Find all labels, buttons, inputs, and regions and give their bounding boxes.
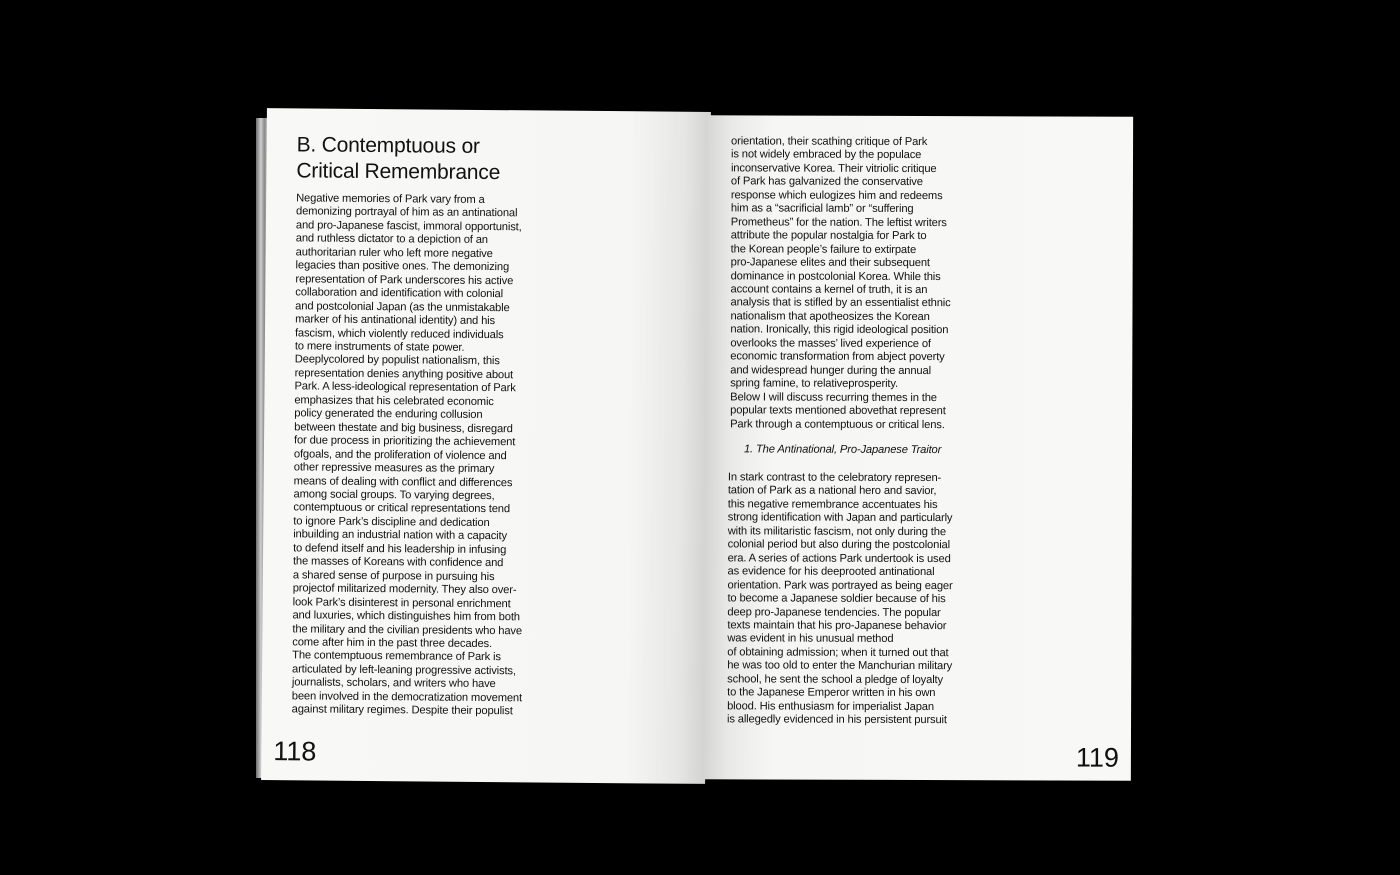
- text-line: means of dealing with conflict and differences: [293, 474, 513, 489]
- text-line: to defend itself and his leadership in infusing: [293, 542, 507, 556]
- text-line: The contemptuous remembrance of Park is: [292, 649, 501, 664]
- text-line: Deeplycolored by populist nationalism, this: [294, 353, 500, 368]
- text-line: and postcolonial Japan (as the unmistakable: [295, 299, 510, 314]
- text-line: collaboration and identification with colonial: [295, 286, 504, 301]
- left-body-text: [292, 192, 527, 719]
- text-line: representation denies anything positive about: [294, 367, 514, 382]
- text-line: emphasizes that his celebrated economic: [294, 394, 494, 408]
- text-line: to mere instruments of state power.: [294, 340, 465, 354]
- text-line: legacies than positive ones. The demonizing: [295, 259, 510, 274]
- text-line: and luxuries, which distinguishes him from both: [292, 609, 520, 624]
- text-line: other repressive measures as the primary: [293, 461, 495, 476]
- text-line: pro-Japanese elites and their subsequent: [730, 256, 930, 270]
- text-line: contemptuous or critical representations tend: [293, 501, 510, 516]
- text-line: was evident in his unusual method: [727, 632, 894, 646]
- text-line: Park through a contemptuous or critical lens.: [730, 417, 945, 431]
- text-line: colonial period but also during the postcolonial: [727, 538, 950, 552]
- text-line: journalists, scholars, and writers who have: [291, 676, 496, 691]
- page-number-right: 119: [1075, 742, 1119, 773]
- text-line: marker of his antinational identity) and his: [295, 313, 496, 328]
- text-line: the military and the civilian presidents who have: [292, 622, 523, 637]
- text-line: Prometheus” for the nation. The leftist writers: [730, 216, 947, 229]
- text-line: texts maintain that his pro-Japanese behavior: [727, 619, 947, 633]
- text-line: he was too old to enter the Manchurian military: [727, 659, 953, 673]
- text-line: orientation, their scathing critique of Park: [731, 135, 928, 149]
- text-line: tation of Park as a national hero and savior,: [727, 484, 937, 498]
- text-line: and widespread hunger during the annual: [730, 364, 931, 377]
- text-line: policy generated the enduring collusion: [294, 407, 483, 422]
- text-line: him as a “sacrificial lamb” or “suffering: [730, 202, 914, 216]
- text-line: to the Japanese Emperor written in his own: [727, 686, 936, 700]
- text-line: and pro-Japanese fascist, immoral opportunist,: [295, 219, 522, 234]
- text-line: to become a Japanese soldier because of his: [727, 592, 946, 606]
- text-line: articulated by left-leaning progressive activists,: [291, 663, 516, 678]
- text-line: a shared sense of purpose in pursuing his: [292, 569, 495, 583]
- text-line: school, he sent the school a pledge of loyalty: [727, 673, 943, 686]
- text-line: to ignore Park’s discipline and dedication: [293, 515, 490, 529]
- text-line: demonizing portrayal of him as an antinational: [295, 205, 518, 220]
- text-line: as evidence for his deeprooted antinational: [727, 565, 935, 579]
- text-line: representation of Park underscores his active: [295, 273, 514, 287]
- text-line: of Park has galvanized the conservative: [730, 175, 923, 189]
- text-line: In stark contrast to the celebratory represen-: [727, 471, 942, 485]
- heading-line: Critical Remembrance: [296, 159, 501, 185]
- text-line: come after him in the past three decades.: [292, 636, 493, 651]
- page-number-left: 118: [273, 736, 317, 767]
- text-line: the Korean people’s failure to extirpate: [730, 242, 917, 256]
- text-line: between thestate and big business, disregard: [294, 421, 513, 435]
- text-line: spring famine, to relativeprosperity.: [730, 377, 898, 391]
- text-line: nationalism that apotheosizes the Korean: [730, 310, 930, 323]
- text-line: popular texts mentioned abovethat represent: [730, 404, 946, 418]
- text-line: nation. Ironically, this rigid ideological position: [730, 323, 949, 337]
- text-line: of obtaining admission; when it turned out that: [727, 646, 949, 659]
- text-line: Below I will discuss recurring themes in the: [730, 390, 937, 404]
- right-page: [703, 115, 1133, 780]
- right-body-text-bottom: [727, 471, 953, 727]
- text-line: for due process in prioritizing the achievement: [293, 434, 516, 449]
- text-line: analysis that is stifled by an essentialist ethnic: [730, 296, 951, 310]
- text-line: is not widely embraced by the populace: [731, 148, 922, 162]
- text-line: strong identification with Japan and particularly: [727, 511, 953, 525]
- text-line: orientation. Park was portrayed as being eager: [727, 578, 953, 592]
- text-line: look Park’s disinterest in personal enrichment: [292, 595, 511, 610]
- text-line: among social groups. To varying degrees,: [293, 488, 495, 503]
- text-line: deep pro-Japanese tendencies. The popular: [727, 605, 941, 619]
- left-page: [261, 108, 711, 784]
- text-line: the masses of Koreans with confidence and: [292, 555, 504, 570]
- text-line: ofgoals, and the proliferation of violence and: [293, 447, 507, 462]
- text-line: overlooks the masses’ lived experience of: [730, 337, 931, 350]
- text-line: attribute the popular nostalgia for Park to: [730, 229, 927, 243]
- text-line: blood. His enthusiasm for imperialist Japan: [727, 700, 934, 713]
- text-line: fascism, which violently reduced individuals: [294, 326, 504, 341]
- text-line: dominance in postcolonial Korea. While this: [730, 269, 941, 283]
- right-body-text-top: [730, 135, 951, 432]
- text-line: authoritarian ruler who left more negative: [295, 246, 493, 260]
- text-line: with its militaristic fascism, not only during the: [727, 525, 946, 538]
- text-line: been involved in the democratization movement: [291, 690, 523, 705]
- text-line: is allegedly evidenced in his persistent pursuit: [727, 713, 947, 727]
- text-line: against military regimes. Despite their populist: [291, 703, 513, 718]
- text-line: Park. A less-ideological representation of Park: [294, 380, 516, 395]
- text-line: inconservative Korea. Their vitriolic critique: [730, 162, 937, 175]
- text-line: Negative memories of Park vary from a: [296, 192, 485, 206]
- text-line: inbuilding an industrial nation with a capacity: [293, 528, 507, 543]
- section-heading: [296, 132, 500, 186]
- text-line: account contains a kernel of truth, it is an: [730, 283, 928, 297]
- subsection-heading: 1. The Antinational, Pro-Japanese Traitor: [743, 443, 942, 457]
- text-line: economic transformation from abject poverty: [730, 350, 945, 364]
- text-line: and ruthless dictator to a depiction of an: [295, 232, 488, 247]
- text-line: projectof militarized modernity. They also over-: [292, 582, 517, 597]
- heading-line: B. Contemptuous or: [296, 133, 480, 158]
- text-line: response which eulogizes him and redeems: [730, 189, 943, 202]
- text-line: era. A series of actions Park undertook is used: [727, 552, 951, 565]
- text-line: this negative remembrance accentuates his: [727, 498, 938, 511]
